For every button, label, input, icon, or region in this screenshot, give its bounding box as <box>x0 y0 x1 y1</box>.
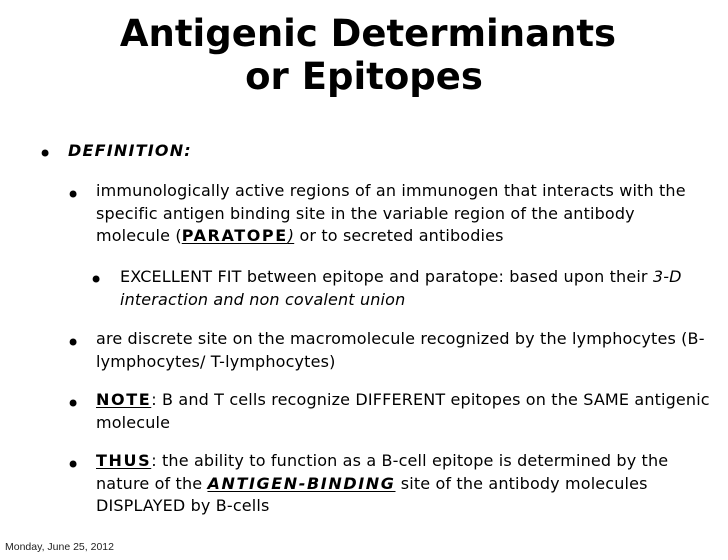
paratope-term: PARATOPE <box>181 226 288 245</box>
bullet-item-2: • <box>66 329 81 357</box>
slide-title <box>0 12 728 98</box>
bullet-item-4: • <box>66 451 81 479</box>
paratope-close-paren: ) <box>287 226 295 245</box>
note-label: NOTE <box>96 390 152 409</box>
title-line-2: or Epitopes <box>245 55 483 98</box>
bullet-subitem-1: • <box>89 266 104 294</box>
subitem-1-text-a: EXCELLENT FIT between epitope and paratope: based upon their <box>120 267 653 286</box>
definition-label: DEFINITION: <box>68 141 192 160</box>
item-3-text <box>96 389 718 434</box>
item-1-text-a: immunologically active regions of an immunogen that interacts with the specific antigen binding site in the variable region of the antibody molecule ( <box>96 181 686 245</box>
item-2-text: are discrete site on the macromolecule recognized by the lymphocytes (B-lymphocytes/ T-lymphocytes) <box>96 329 705 371</box>
antigen-binding-term: ANTIGEN-BINDING <box>207 473 396 493</box>
bullet-item-1: • <box>66 181 81 209</box>
item-4-text <box>96 450 708 518</box>
item-1-text <box>96 180 708 248</box>
item-4-text-a: : the ability to function as a B-cell epitope is determined by the nature of the <box>96 451 669 493</box>
bullet-item-3: • <box>66 390 81 418</box>
thus-label: THUS <box>96 451 152 470</box>
subitem-1-italic: 3-D interaction and non covalent union <box>120 267 682 309</box>
item-1-text-b: or to secreted antibodies <box>294 226 504 245</box>
bullet-definition: • <box>38 140 53 168</box>
footer-date: Monday, June 25, 2012 <box>5 541 114 553</box>
title-line-1: Antigenic Determinants <box>119 12 617 55</box>
item-4-text-b: site of the antibody molecules DISPLAYED by B-cells <box>96 473 648 515</box>
item-3-text-a: : B and T cells recognize DIFFERENT epitopes on the SAME antigenic molecule <box>96 390 710 432</box>
subitem-1-text <box>120 266 710 311</box>
